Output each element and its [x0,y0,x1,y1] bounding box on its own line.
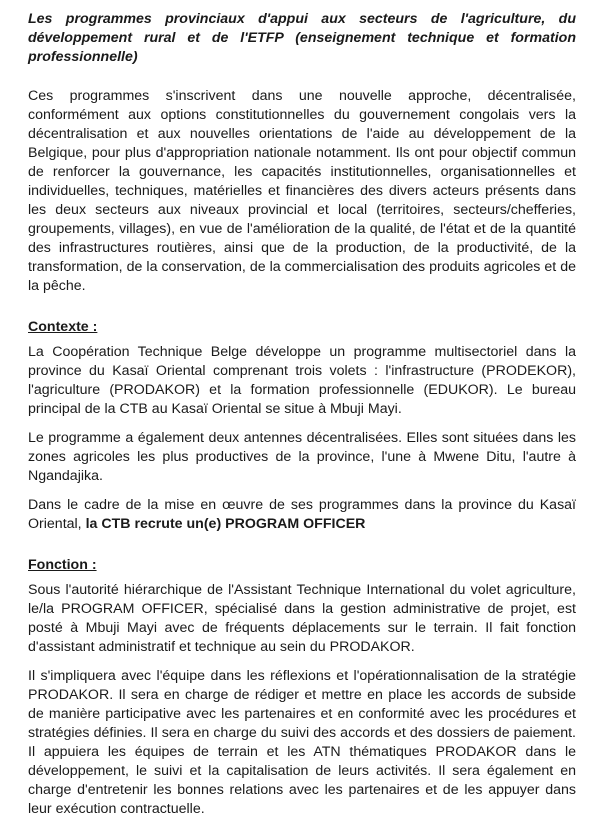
contexte-paragraph-3-intro: Dans le cadre de la mise en œuvre de ses programmes dans la province du Kasaï Oriental, [28,497,576,532]
fonction-paragraph-2: Il s'impliquera avec l'équipe dans les réflexions et l'opérationnalisation de la stratégie PRODAKOR. Il sera en charge de rédiger et mettre en place les accords de subside de manière participative avec les partenaires et en conformité avec les procédures et stratégies définies. Il sera en charge du suivi des accords et des dossiers de paiement. Il appuiera les équipes de terrain et les ATN thématiques PRODAKOR dans le développement, le suivi et la capitalisation de leurs activités. Il sera également en charge d'entretenir les bonnes relations avec les partenaires et de les appuyer dans leur exécution contractuelle. [28,668,576,817]
fonction-heading: Fonction : [28,557,97,573]
contexte-heading: Contexte : [28,319,98,335]
contexte-paragraph-3 [28,496,576,534]
fonction-paragraph-1: Sous l'autorité hiérarchique de l'Assistant Technique International du volet agriculture, le/la PROGRAM OFFICER, spécialisé dans la gestion administrative de projet, est posté à Mbuji Mayi avec de fréquents déplacements sur le terrain. Il fait fonction d'assistant administratif et technique au sein du PRODAKOR. [28,582,576,655]
recruitment-announcement: la CTB recrute un(e) PROGRAM OFFICER [85,516,366,532]
intro-paragraph: Ces programmes s'inscrivent dans une nouvelle approche, décentralisée, conformément aux options constitutionnelles du gouvernement congolais vers la décentralisation et aux nouvelles orientations de l'aide au développement de la Belgique, pour plus d'appropriation nationale notamment. Ils ont pour objectif commun de renforcer la gouvernance, les capacités institutionnelles, organisationnelles et individuelles, techniques, matérielles et financières des divers acteurs présents dans les deux secteurs aux niveaux provincial et local (territoires, secteurs/chefferies, groupements, villages), en vue de l'amélioration de la qualité, de l'état et de la quantité des infrastructures routières, ainsi que de la production, de la productivité, de la transformation, de la conservation, de la commercialisation des produits agricoles et de la pêche. [28,88,576,294]
contexte-paragraph-2: Le programme a également deux antennes décentralisées. Elles sont situées dans les zones agricoles les plus productives de la province, l'une à Mwene Ditu, l'autre à Ngandajika. [28,430,576,484]
contexte-paragraph-1: La Coopération Technique Belge développe un programme multisectoriel dans la province du Kasaï Oriental comprenant trois volets : l'infrastructure (PRODEKOR), l'agriculture (PRODAKOR) et la formation professionnelle (EDUKOR). Le bureau principal de la CTB au Kasaï Oriental se situe à Mbuji Mayi. [28,344,576,417]
document-title: Les programmes provinciaux d'appui aux secteurs de l'agriculture, du développement rural et de l'ETFP (enseignement technique et formation professionnelle) [28,11,576,65]
